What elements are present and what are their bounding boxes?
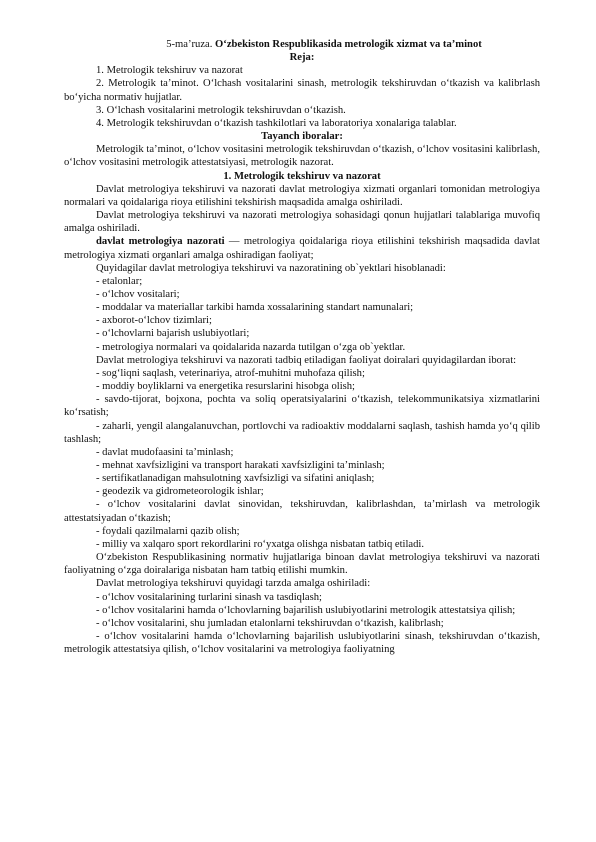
keywords-text: Metrologik ta’minot, o‘lchov vositasini metrologik tekshiruvdan o‘tkazish, o‘lchov vositasini kalibrlash, o‘lchov vositasini metrologik attestatsiyasi, metrologik nazorat. bbox=[64, 144, 540, 169]
definition-term: davlat metrologiya nazorati bbox=[96, 236, 225, 248]
list-item: - moddalar va materiallar tarkibi hamda xossalarining standart namunalari; bbox=[96, 302, 414, 314]
list-item: - o‘lchov vositalarini hamda o‘lchovlarning bajarilish uslubiyotlarini metrologik attestatsiya qilish; bbox=[96, 604, 516, 616]
list-item: - foydali qazilmalarni qazib olish; bbox=[96, 525, 240, 537]
list-item: - mehnat xavfsizligini va transport harakati xavfsizligini ta’minlash; bbox=[96, 460, 385, 471]
forms-intro: Davlat metrologiya tekshiruvi quyidagi tarzda amalga oshiriladi: bbox=[96, 578, 371, 590]
list-item: - o‘lchovlarni bajarish uslubiyotlari; bbox=[96, 328, 250, 340]
list-item: - sog‘liqni saqlash, veterinariya, atrof-muhitni muhofaza qilish; bbox=[96, 367, 365, 379]
list-item: - o‘lchov vositalarining turlarini sinash va tasdiqlash; bbox=[96, 591, 322, 603]
lecture-number: 5-ma’ruza. bbox=[166, 39, 216, 50]
plan-item-2: 2. Metrologik ta’minot. O‘lchash vositalarini sinash, metrologik tekshiruvdan o‘tkazish va kalibrlash bo‘yicha normativ hujjatlar. bbox=[64, 78, 540, 103]
list-item: - metrologiya normalari va qoidalarida nazarda tutilgan o‘zga ob`yektlar. bbox=[96, 341, 406, 353]
plan-item-1: 1. Metrologik tekshiruv va nazorat bbox=[96, 65, 243, 77]
definition bbox=[64, 235, 540, 261]
areas-intro: Davlat metrologiya tekshiruvi va nazorati tadbiq etiladigan faoliyat doiralari quyidagilardan iborat: bbox=[96, 354, 517, 366]
plan-item-4: 4. Metrologik tekshiruvdan o‘tkazish tashkilotlari va laboratoriya xonalariga talablar. bbox=[96, 117, 457, 129]
document-page bbox=[64, 38, 540, 656]
list-item: - o‘lchov vositalarini davlat sinovidan, tekshiruvdan, kalibrlashdan, ta’mirlash va metrologik attestatsiyadan o‘tkazish; bbox=[64, 499, 540, 524]
paragraph-3: O‘zbekiston Respublikasining normativ hujjatlariga binoan davlat metrologiya tekshiruvi va nazorati faoliyatning o‘zga doiralariga nisbatan ham tatbiq etilishi mumkin. bbox=[64, 552, 540, 577]
paragraph-2: Davlat metrologiya tekshiruvi va nazorati metrologiya sohasidagi qonun hujjatlari talablariga muvofiq amalga oshiriladi. bbox=[64, 210, 540, 235]
definition-text: — metrologiya qoidalariga rioya etilishini tekshirish maqsadida davlat metrologiya xizmati organlari amalga oshiradigan faoliyat; bbox=[64, 236, 540, 261]
list-item: - milliy va xalqaro sport rekordlarini ro‘yxatga olishga nisbatan tatbiq etiladi. bbox=[96, 538, 425, 550]
plan-item-3: 3. O‘lchash vositalarini metrologik tekshiruvdan o‘tkazish. bbox=[96, 104, 346, 116]
list-item: - o‘lchov vositalarini, shu jumladan etalonlarni tekshiruvdan o‘tkazish, kalibrlash; bbox=[96, 617, 444, 629]
lecture-topic: O‘zbekiston Respublikasida metrologik xizmat va ta’minot bbox=[215, 39, 482, 50]
list-item: - axborot-o‘lchov tizimlari; bbox=[96, 315, 212, 327]
list-item: - o‘lchov vositalarini hamda o‘lchovlarning bajarilish uslubiyotlarini sinash, tekshiruvdan o‘tkazish, metrologik attestatsiya qilish, o‘lchov vositalarini va metrologiya faoliyatning bbox=[64, 631, 540, 656]
objects-intro: Quyidagilar davlat metrologiya tekshiruvi va nazoratining ob`yektlari hisoblanadi: bbox=[96, 262, 446, 274]
list-item: - etalonlar; bbox=[96, 275, 143, 287]
list-item: - moddiy boyliklarni va energetika resurslarini hisobga olish; bbox=[96, 381, 356, 393]
list-item: - sertifikatlanadigan mahsulotning xavfsizligi va sifatini aniqlash; bbox=[96, 473, 375, 485]
keywords-heading: Tayanch iboralar: bbox=[261, 131, 343, 143]
list-item: - o‘lchov vositalari; bbox=[96, 288, 180, 300]
list-item: - zaharli, yengil alangalanuvchan, portlovchi va radioaktiv moddalarni saqlash, tashish hamda yo‘q qilib tashlash; bbox=[64, 420, 540, 445]
section-heading: 1. Metrologik tekshiruv va nazorat bbox=[223, 170, 381, 182]
list-item: - davlat mudofaasini ta’minlash; bbox=[96, 446, 234, 458]
plan-heading: Reja: bbox=[289, 52, 315, 64]
paragraph-1: Davlat metrologiya tekshiruvi va nazorati davlat metrologiya xizmati organlari tomonidan metrologiya normalari va qoidalariga rioya etilishini tekshirish maqsadida amalga oshiriladi. bbox=[64, 183, 540, 208]
list-item: - savdo-tijorat, bojxona, pochta va soliq operatsiyalarini o‘tkazish, telekommunikatsiya xizmatlarini ko‘rsatish; bbox=[64, 394, 540, 419]
list-item: - geodezik va gidrometeorologik ishlar; bbox=[96, 486, 264, 498]
lecture-title bbox=[64, 38, 540, 51]
